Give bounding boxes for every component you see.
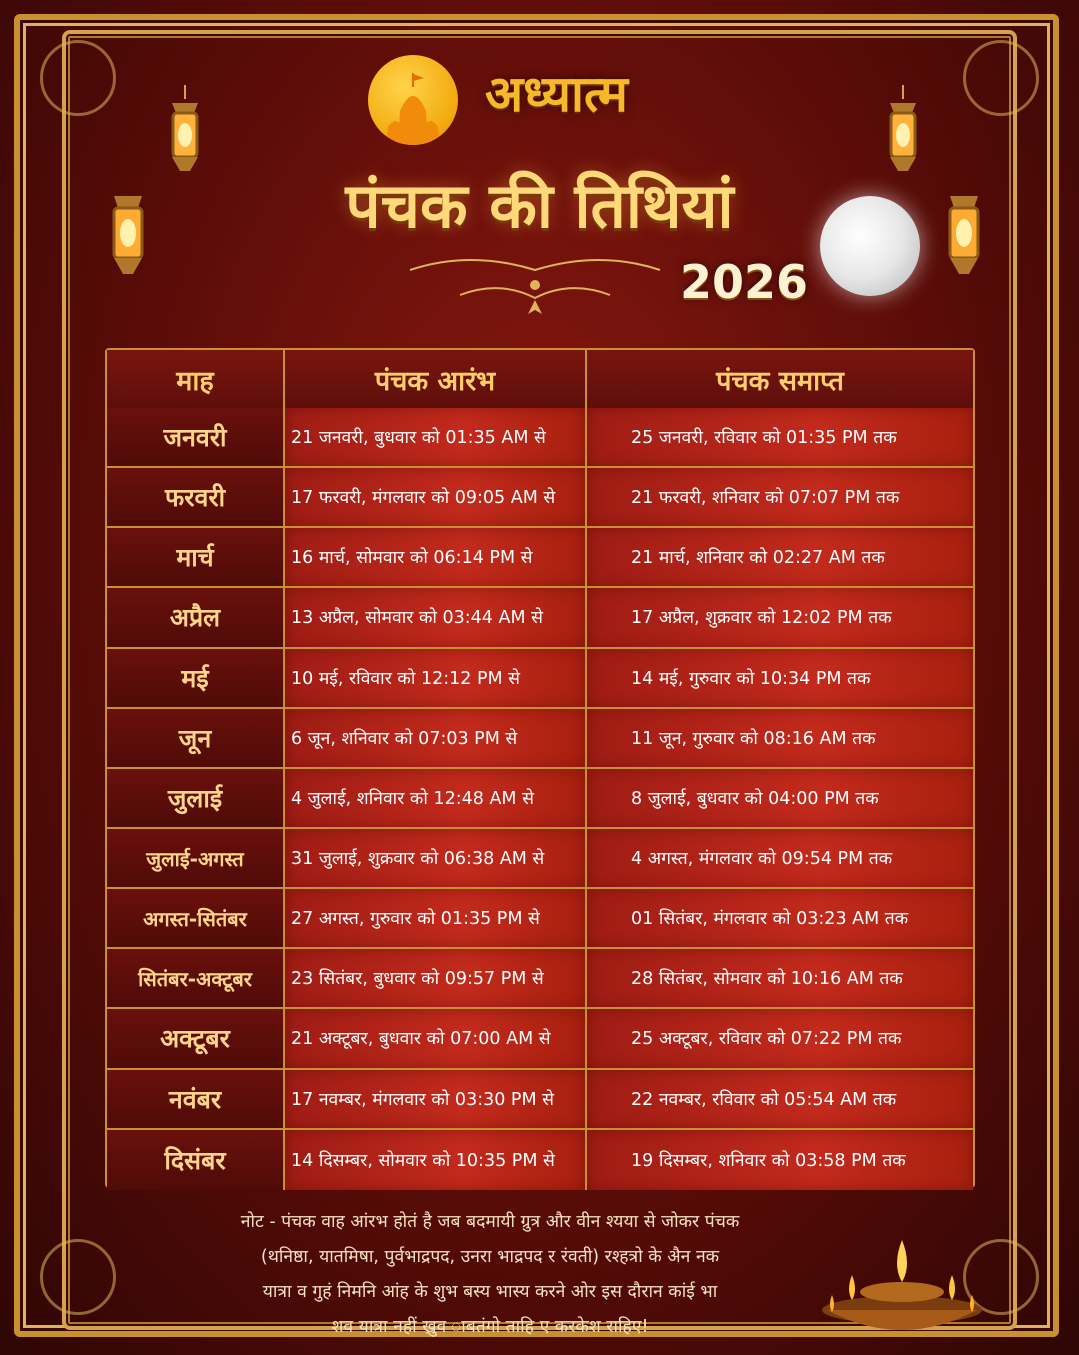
corner-ornament <box>40 40 116 116</box>
end-cell: 25 अक्टूबर, रविवार को 07:22 PM तक <box>587 1009 973 1067</box>
table-row <box>107 1009 973 1069</box>
end-cell: 14 मई, गुरुवार को 10:34 PM तक <box>587 649 973 707</box>
start-cell: 14 दिसम्बर, सोमवार को 10:35 PM से <box>285 1130 587 1190</box>
month-cell: अगस्त-सितंबर <box>107 889 285 947</box>
start-cell: 16 मार्च, सोमवार को 06:14 PM से <box>285 528 587 586</box>
month-cell: मई <box>107 649 285 707</box>
table-row <box>107 769 973 829</box>
month-cell: दिसंबर <box>107 1130 285 1190</box>
month-cell: अक्टूबर <box>107 1009 285 1067</box>
end-cell: 11 जून, गुरुवार को 08:16 AM तक <box>587 709 973 767</box>
year-label: 2026 <box>680 255 809 309</box>
note-line: यात्रा व गुहं निमनि आंह के शुभ बस्य भास्य करने ओर इस दौरान कांई भा <box>262 1282 718 1302</box>
footer-note <box>130 1205 850 1345</box>
end-cell: 19 दिसम्बर, शनिवार को 03:58 PM तक <box>587 1130 973 1190</box>
panchak-table <box>105 348 975 1188</box>
table-row <box>107 1130 973 1190</box>
note-line: शव यात्रा नहीं ख्रुव ाबतंगो ताहि ए करकेश राहिए! <box>331 1317 649 1337</box>
month-cell: जुलाई-अगस्त <box>107 829 285 887</box>
table-row <box>107 468 973 528</box>
month-cell: फरवरी <box>107 468 285 526</box>
end-cell: 25 जनवरी, रविवार को 01:35 PM तक <box>587 408 973 466</box>
table-row <box>107 1070 973 1130</box>
table-row <box>107 889 973 949</box>
end-cell: 21 मार्च, शनिवार को 02:27 AM तक <box>587 528 973 586</box>
corner-ornament <box>40 1239 116 1315</box>
start-cell: 6 जून, शनिवार को 07:03 PM से <box>285 709 587 767</box>
header-end: पंचक समाप्त <box>716 365 844 397</box>
ornament-divider <box>400 250 670 320</box>
month-cell: जनवरी <box>107 408 285 466</box>
table-header <box>107 350 973 410</box>
start-cell: 31 जुलाई, शुक्रवार को 06:38 AM से <box>285 829 587 887</box>
month-cell: जुलाई <box>107 769 285 827</box>
start-cell: 10 मई, रविवार को 12:12 PM से <box>285 649 587 707</box>
start-cell: 23 सितंबर, बुधवार को 09:57 PM से <box>285 949 587 1007</box>
table-body <box>107 408 973 1190</box>
end-cell: 28 सितंबर, सोमवार को 10:16 AM तक <box>587 949 973 1007</box>
month-cell: जून <box>107 709 285 767</box>
end-cell: 17 अप्रैल, शुक्रवार को 12:02 PM तक <box>587 588 973 646</box>
table-row <box>107 649 973 709</box>
brand-name: अध्यात्म <box>485 65 628 123</box>
start-cell: 21 जनवरी, बुधवार को 01:35 AM से <box>285 408 587 466</box>
diya-lamps-icon <box>812 1230 992 1350</box>
table-row <box>107 408 973 468</box>
header-start: पंचक आरंभ <box>285 350 587 408</box>
table-row <box>107 528 973 588</box>
corner-ornament <box>963 40 1039 116</box>
full-moon-icon <box>820 196 920 296</box>
table-row <box>107 588 973 648</box>
end-cell: 21 फरवरी, शनिवार को 07:07 PM तक <box>587 468 973 526</box>
start-cell: 17 नवम्बर, मंगलवार को 03:30 PM से <box>285 1070 587 1128</box>
note-line: (थनिष्ठा, यातमिषा, पुर्वभाद्रपद, उनरा भाद्रपद र रंवती) रश्हत्रो के अैन नक <box>260 1247 720 1267</box>
end-cell: 8 जुलाई, बुधवार को 04:00 PM तक <box>587 769 973 827</box>
month-cell: नवंबर <box>107 1070 285 1128</box>
end-cell: 22 नवम्बर, रविवार को 05:54 AM तक <box>587 1070 973 1128</box>
month-cell: सितंबर-अक्टूबर <box>107 949 285 1007</box>
table-row <box>107 949 973 1009</box>
table-row <box>107 709 973 769</box>
header-month: माह <box>107 350 285 408</box>
table-row <box>107 829 973 889</box>
month-cell: अप्रैल <box>107 588 285 646</box>
temple-logo-icon <box>368 55 458 145</box>
month-cell: मार्च <box>107 528 285 586</box>
start-cell: 13 अप्रैल, सोमवार को 03:44 AM से <box>285 588 587 646</box>
start-cell: 21 अक्टूबर, बुधवार को 07:00 AM से <box>285 1009 587 1067</box>
start-cell: 4 जुलाई, शनिवार को 12:48 AM से <box>285 769 587 827</box>
end-cell: 4 अगस्त, मंगलवार को 09:54 PM तक <box>587 829 973 887</box>
start-cell: 27 अगस्त, गुरुवार को 01:35 PM से <box>285 889 587 947</box>
start-cell: 17 फरवरी, मंगलवार को 09:05 AM से <box>285 468 587 526</box>
page-title: पंचक की तिथियां <box>345 169 734 242</box>
note-line: नोट - पंचक वाह आंरभ होतं है जब बदमायी ग्रुत्र और वीन श्यया से जोकर पंचक <box>240 1212 740 1232</box>
end-cell: 01 सितंबर, मंगलवार को 03:23 AM तक <box>587 889 973 947</box>
